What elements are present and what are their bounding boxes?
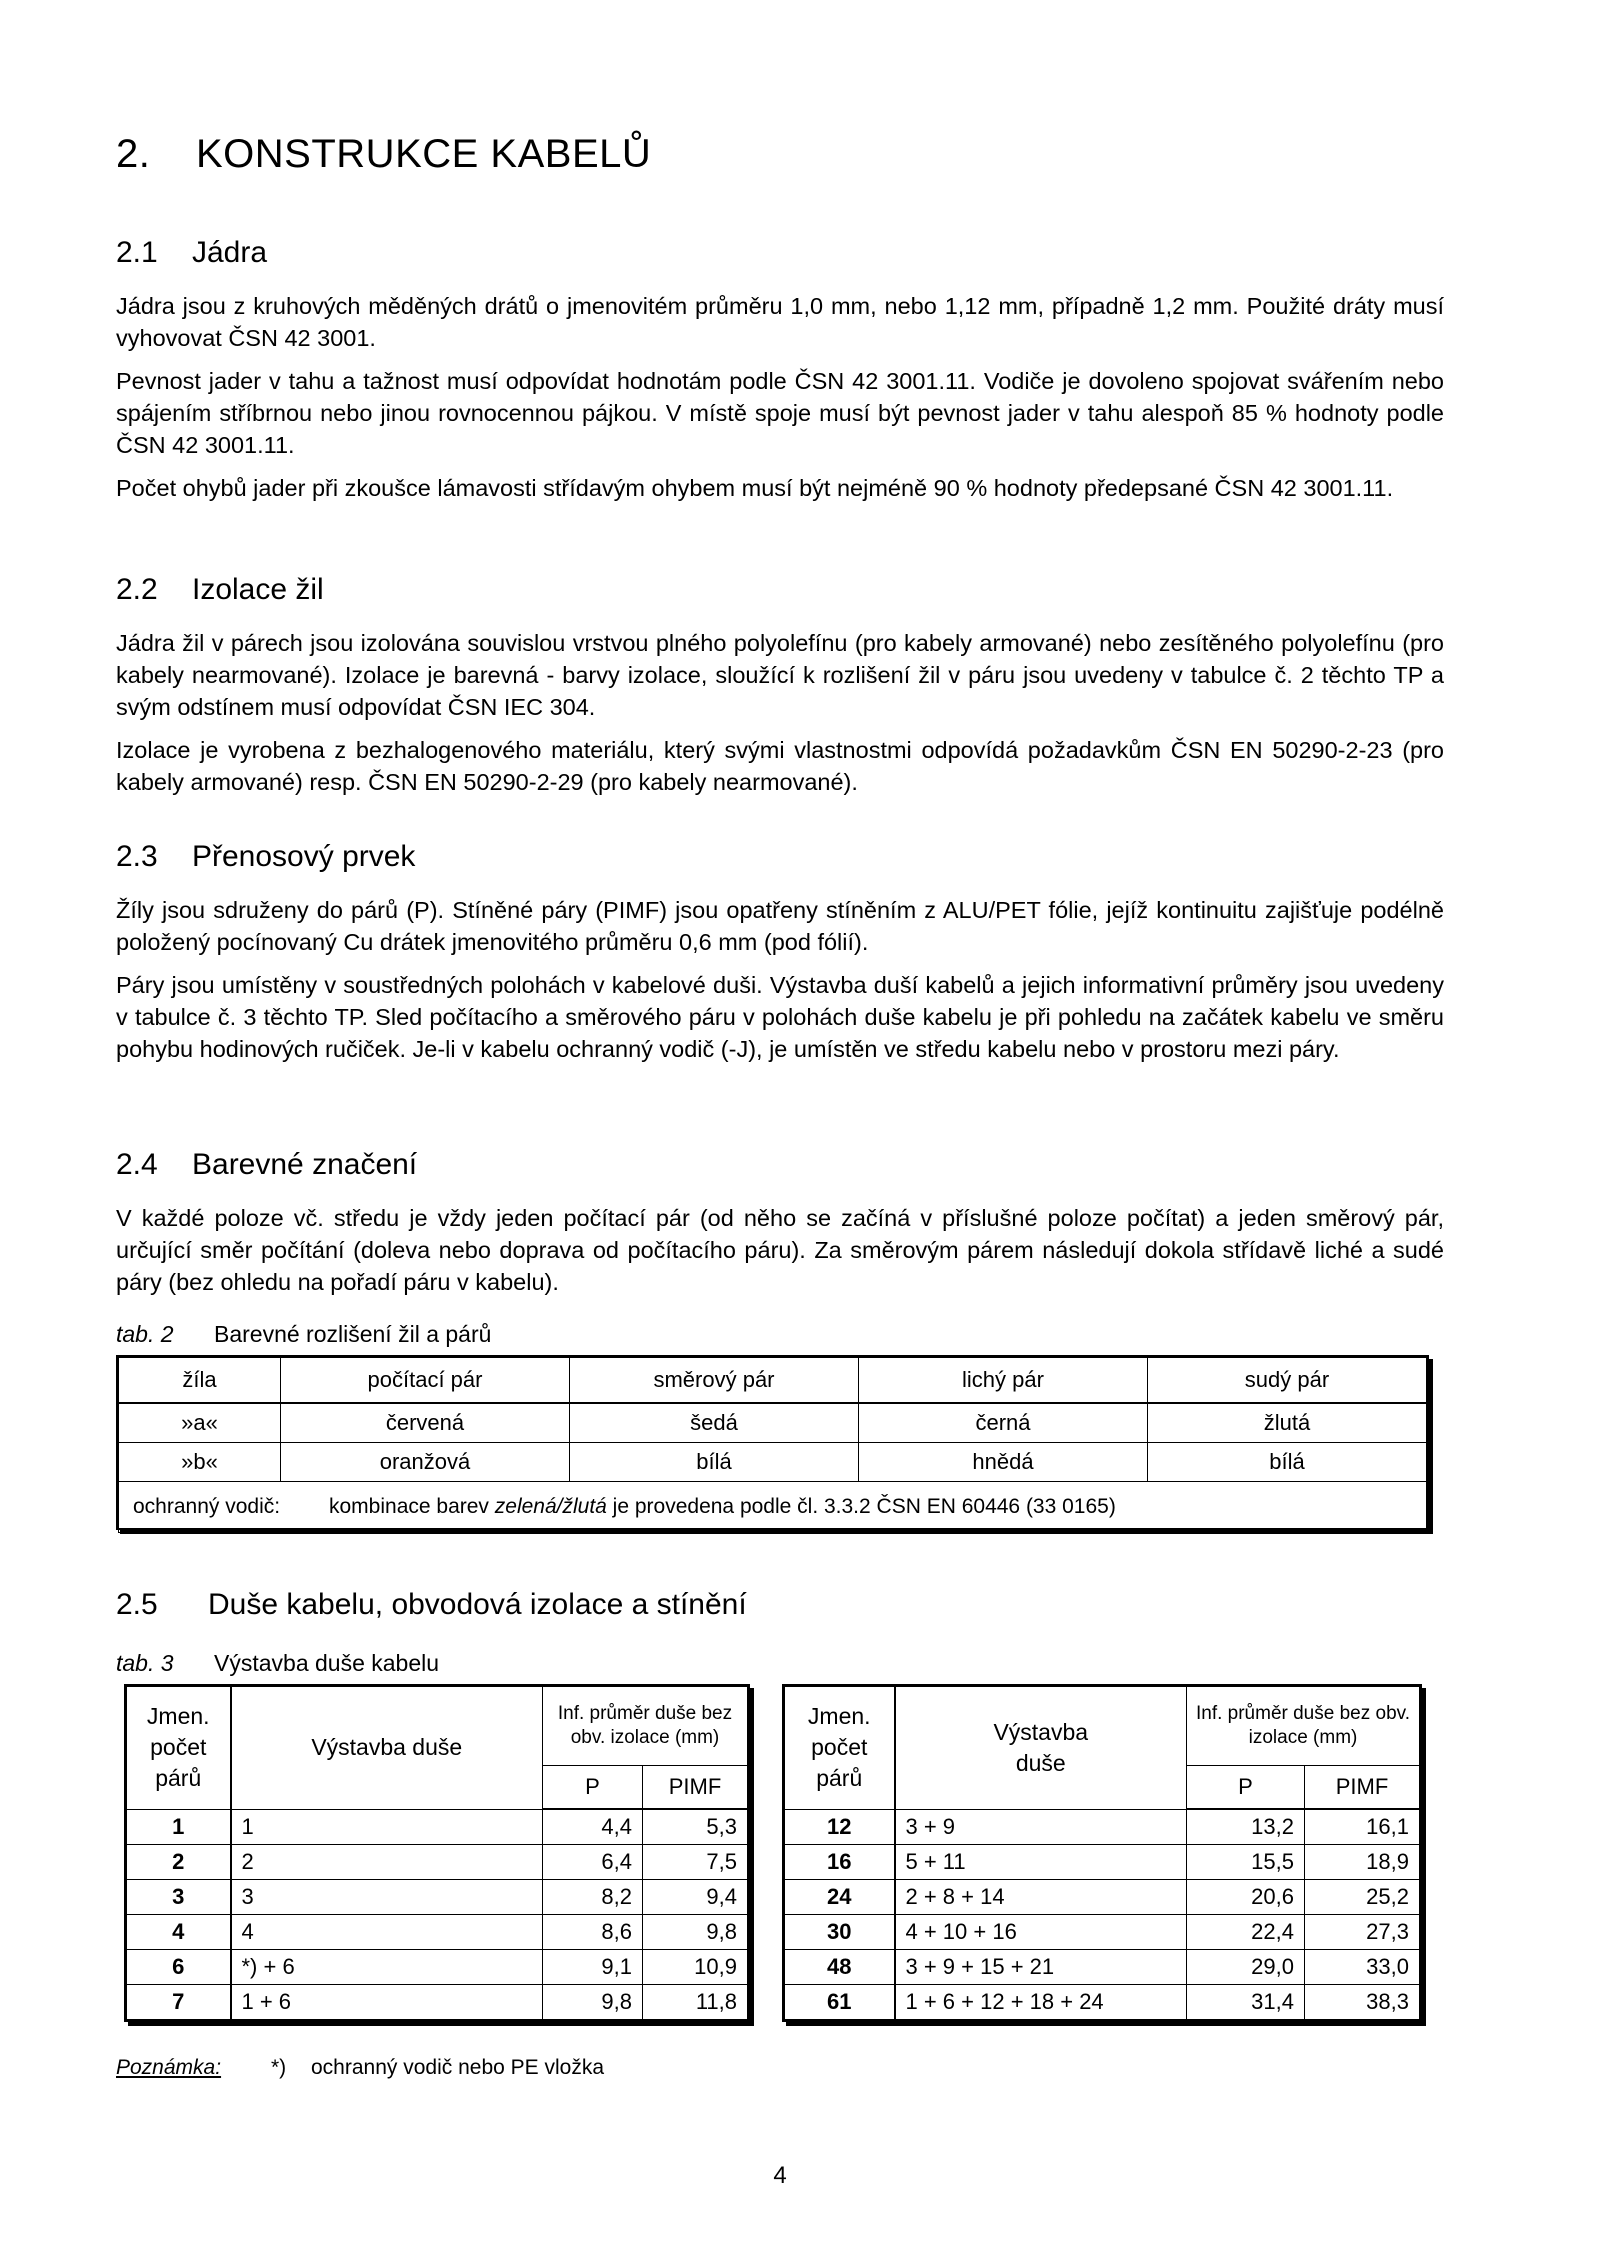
header-pimf: PIMF [1305, 1766, 1420, 1810]
table-row [119, 1443, 1427, 1482]
table-cell: oranžová [281, 1443, 570, 1482]
table-cell: 5,3 [643, 1809, 748, 1845]
table-cell: 16,1 [1305, 1809, 1420, 1845]
page-number: 4 [773, 2162, 787, 2189]
table-cell: šedá [570, 1403, 859, 1443]
header-p: P [543, 1766, 643, 1810]
table-cell: 20,6 [1187, 1880, 1305, 1915]
table-row [785, 1950, 1420, 1985]
header-count: Jmen. počet párů [785, 1687, 895, 1810]
table-note [116, 2056, 604, 2080]
section-number: 2.5 [116, 1588, 158, 1621]
table-cell: 61 [785, 1985, 895, 2020]
table-cell: 5 + 11 [895, 1845, 1187, 1880]
table-cell: 6 [127, 1950, 231, 1985]
table-row [127, 1880, 748, 1915]
table-label: tab. 2 [116, 1321, 174, 1347]
table-cell: 7,5 [643, 1845, 748, 1880]
footer-cell [119, 1482, 1427, 1533]
chapter-number: 2. [116, 132, 151, 176]
header-build: Výstavba duše [895, 1687, 1187, 1810]
table-caption-text: Barevné rozlišení žil a párů [214, 1321, 492, 1347]
section-number: 2.2 [116, 573, 158, 606]
paragraph: V každé poloze vč. středu je vždy jeden počítací pár (od něho se začíná v příslušné poloze počítat) a jeden směrový pár, určující směr počítání (doleva nebo doprava od počítacího páru). Za směrovým párem následují dokola střídavě liché a sudé páry (bez ohledu na pořadí páru v kabelu). [116, 1205, 1444, 1295]
section-2-2 [116, 573, 1444, 809]
header-diameter: Inf. průměr duše bez obv. izolace (mm) [1187, 1687, 1420, 1766]
table-cell: 10,9 [643, 1950, 748, 1985]
table-cell: 4 + 10 + 16 [895, 1915, 1187, 1950]
table-cell: 2 [127, 1845, 231, 1880]
table-caption-text: Výstavba duše kabelu [214, 1650, 440, 1676]
section-title: Izolace žil [192, 573, 324, 606]
header-diameter: Inf. průměr duše bez obv. izolace (mm) [543, 1687, 748, 1766]
section-number: 2.4 [116, 1148, 158, 1181]
table-cell: 15,5 [1187, 1845, 1305, 1880]
header-cell: směrový pár [570, 1358, 859, 1404]
section-number: 2.3 [116, 840, 158, 873]
section-heading [116, 236, 1444, 270]
paragraph: Jádra jsou z kruhových měděných drátů o jmenovitém průměru 1,0 mm, nebo 1,12 mm, případně 1,2 mm. Použité dráty musí vyhovovat ČSN 42 3001. [116, 293, 1444, 351]
table-cell: 2 + 8 + 14 [895, 1880, 1187, 1915]
table-cell: 6,4 [543, 1845, 643, 1880]
table-cell: 3 + 9 + 15 + 21 [895, 1950, 1187, 1985]
table-cell: 48 [785, 1950, 895, 1985]
table-cell: 1 [231, 1809, 543, 1845]
table-cell: 4 [231, 1915, 543, 1950]
header-cell: žíla [119, 1358, 281, 1404]
table-cell: 4 [127, 1915, 231, 1950]
table-cell: 11,8 [643, 1985, 748, 2020]
footer-key: ochranný vodič: [133, 1495, 281, 1518]
section-heading [116, 573, 1444, 607]
table-cell: 1 [127, 1809, 231, 1845]
table-row [119, 1403, 1427, 1443]
table-header-row [127, 1687, 748, 1766]
paragraph: Žíly jsou sdruženy do párů (P). Stíněné páry (PIMF) jsou opatřeny stíněním z ALU/PET fólie, jejíž kontinuitu zajišťuje podélně položený pocínovaný Cu drátek jmenovitého průměru 0,6 mm (pod fólií). [116, 897, 1444, 955]
table-header-row [119, 1358, 1427, 1404]
section-heading [116, 1588, 1444, 1622]
header-count: Jmen. počet párů [127, 1687, 231, 1810]
section-2-5 [116, 1588, 1444, 1642]
paragraph: Jádra žil v párech jsou izolována souvislou vrstvou plného polyolefínu (pro kabely armované) nebo zesítěného polyolefínu (pro kabely nearmované). Izolace je barevná - barvy izolace, sloužící k rozlišení žil v páru jsou uvedeny v tabulce č. 2 těchto TP a svým odstínem musí odpovídat ČSN IEC 304. [116, 630, 1444, 720]
section-number: 2.1 [116, 236, 158, 269]
table-cell: 25,2 [1305, 1880, 1420, 1915]
table-cell: černá [859, 1403, 1148, 1443]
chapter-heading [116, 132, 651, 177]
section-2-3 [116, 840, 1444, 1076]
table-row [127, 1915, 748, 1950]
table-cell: 31,4 [1187, 1985, 1305, 2020]
table-cell: »a« [119, 1403, 281, 1443]
section-2-1 [116, 236, 1444, 515]
header-build: Výstavba duše [231, 1687, 543, 1810]
table-2 [116, 1355, 1429, 1530]
table-row [785, 1985, 1420, 2020]
table-cell: 24 [785, 1880, 895, 1915]
table-row [785, 1880, 1420, 1915]
table-cell: 3 [231, 1880, 543, 1915]
table-3-left [124, 1684, 750, 2022]
table-cell: 9,1 [543, 1950, 643, 1985]
section-title: Přenosový prvek [192, 840, 416, 873]
table-cell: 29,0 [1187, 1950, 1305, 1985]
table-cell: hnědá [859, 1443, 1148, 1482]
table-cell: bílá [570, 1443, 859, 1482]
table-cell: 1 + 6 [231, 1985, 543, 2020]
section-2-4 [116, 1148, 1444, 1309]
note-marker: *) [271, 2056, 287, 2079]
table-cell: 13,2 [1187, 1809, 1305, 1845]
table-cell: 8,2 [543, 1880, 643, 1915]
table-cell: 16 [785, 1845, 895, 1880]
table-row [127, 1809, 748, 1845]
table-cell: 38,3 [1305, 1985, 1420, 2020]
header-p: P [1187, 1766, 1305, 1810]
color-table [118, 1357, 1427, 1533]
table-label: tab. 3 [116, 1650, 174, 1676]
section-heading [116, 1148, 1444, 1182]
table-cell: 9,8 [643, 1915, 748, 1950]
table-cell: 30 [785, 1915, 895, 1950]
table-row [127, 1950, 748, 1985]
table-cell: 8,6 [543, 1915, 643, 1950]
header-cell: sudý pár [1148, 1358, 1427, 1404]
table-row [785, 1915, 1420, 1950]
core-table-left [126, 1686, 748, 2020]
section-title: Barevné značení [192, 1148, 418, 1181]
table-cell: 27,3 [1305, 1915, 1420, 1950]
table-cell: 9,8 [543, 1985, 643, 2020]
table-3-caption [116, 1650, 439, 1677]
header-cell: počítací pár [281, 1358, 570, 1404]
section-heading [116, 840, 1444, 874]
table-cell: 33,0 [1305, 1950, 1420, 1985]
table-cell: 7 [127, 1985, 231, 2020]
table-2-caption [116, 1321, 491, 1348]
table-cell: 3 [127, 1880, 231, 1915]
footer-text: kombinace barev [329, 1495, 495, 1518]
paragraph: Pevnost jader v tahu a tažnost musí odpovídat hodnotám podle ČSN 42 3001.11. Vodiče je dovoleno spojovat svářením nebo spájením stříbrnou nebo jinou rovnocennou pájkou. V místě spoje musí být pevnost jader v tahu alespoň 85 % hodnoty podle ČSN 42 3001.11. [116, 368, 1444, 458]
footer-italic: zelená/žlutá [494, 1495, 607, 1518]
table-header-row [785, 1687, 1420, 1766]
chapter-title: KONSTRUKCE KABELŮ [196, 132, 652, 176]
table-cell: červená [281, 1403, 570, 1443]
table-cell: 4,4 [543, 1809, 643, 1845]
paragraph: Páry jsou umístěny v soustředných polohách v kabelové duši. Výstavba duší kabelů a jejich informativní průměry jsou uvedeny v tabulce č. 3 těchto TP. Sled počítacího a směrového páru v polohách duše kabelu je při pohledu na začátek kabelu ve směru pohybu hodinových ručiček. Je-li v kabelu ochranný vodič (-J), je umístěn ve středu kabelu nebo v prostoru mezi páry. [116, 972, 1444, 1062]
section-title: Jádra [192, 236, 268, 269]
table-footer-row [119, 1482, 1427, 1533]
core-table-right [784, 1686, 1420, 2020]
header-pimf: PIMF [643, 1766, 748, 1810]
table-cell: žlutá [1148, 1403, 1427, 1443]
table-cell: 18,9 [1305, 1845, 1420, 1880]
header-cell: lichý pár [859, 1358, 1148, 1404]
table-cell: 1 + 6 + 12 + 18 + 24 [895, 1985, 1187, 2020]
paragraph: Izolace je vyrobena z bezhalogenového materiálu, který svými vlastnostmi odpovídá požadavkům ČSN EN 50290-2-23 (pro kabely armované) resp. ČSN EN 50290-2-29 (pro kabely nearmované). [116, 737, 1444, 795]
paragraph: Počet ohybů jader při zkoušce lámavosti střídavým ohybem musí být nejméně 90 % hodnoty předepsané ČSN 42 3001.11. [116, 475, 1394, 501]
table-cell: 22,4 [1187, 1915, 1305, 1950]
table-row [785, 1809, 1420, 1845]
table-3-right [782, 1684, 1422, 2022]
table-cell: »b« [119, 1443, 281, 1482]
table-cell: 9,4 [643, 1880, 748, 1915]
note-text: ochranný vodič nebo PE vložka [311, 2056, 605, 2079]
footer-text-rest: je provedena podle čl. 3.3.2 ČSN EN 60446 (33 0165) [606, 1495, 1116, 1518]
table-cell: bílá [1148, 1443, 1427, 1482]
table-cell: 12 [785, 1809, 895, 1845]
section-title: Duše kabelu, obvodová izolace a stínění [208, 1588, 747, 1621]
table-row [127, 1845, 748, 1880]
table-row [127, 1985, 748, 2020]
table-row [785, 1845, 1420, 1880]
table-cell: *) + 6 [231, 1950, 543, 1985]
table-cell: 3 + 9 [895, 1809, 1187, 1845]
note-label: Poznámka: [116, 2056, 222, 2079]
table-cell: 2 [231, 1845, 543, 1880]
